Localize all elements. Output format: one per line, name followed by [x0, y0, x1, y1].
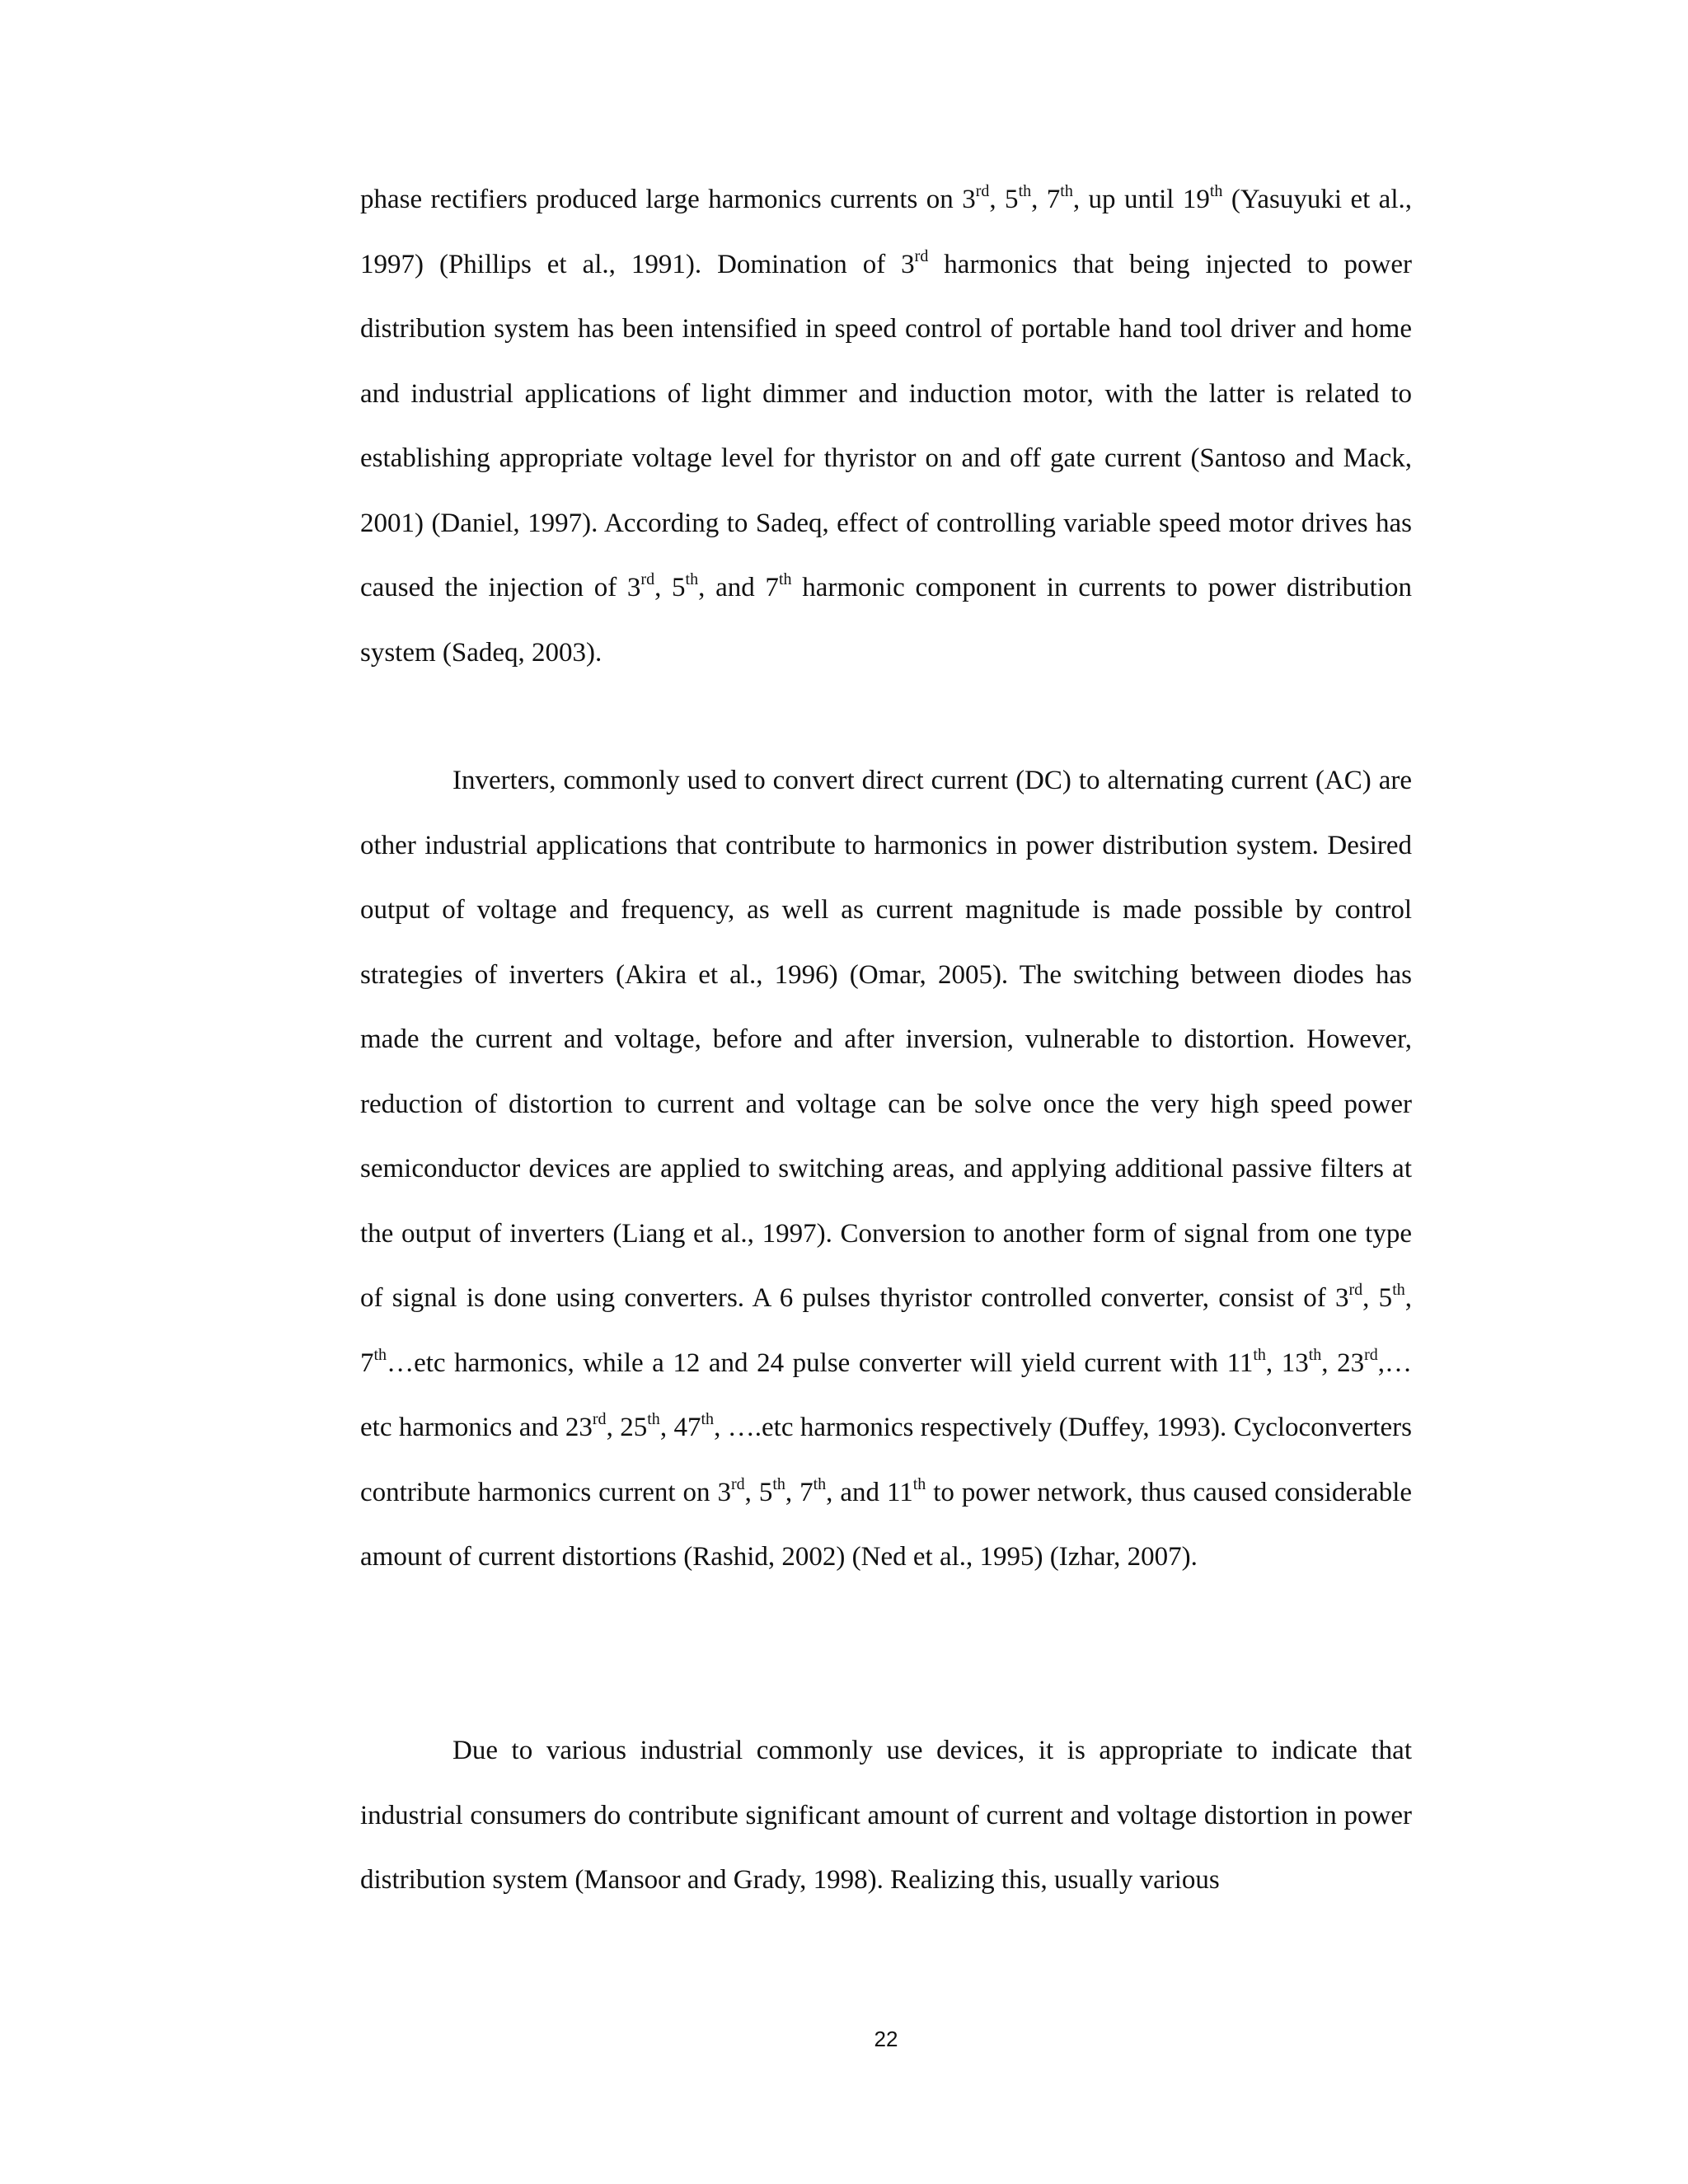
ordinal-superscript: rd: [975, 182, 990, 200]
text-run: , 7: [785, 1477, 814, 1507]
text-run: …etc harmonics, while a 12 and 24 pulse converter will yield current with 11: [387, 1347, 1254, 1378]
text-run: , and 11: [826, 1477, 913, 1507]
ordinal-superscript: rd: [592, 1410, 607, 1428]
ordinal-superscript: th: [647, 1410, 660, 1428]
ordinal-superscript: rd: [914, 246, 929, 265]
ordinal-superscript: rd: [730, 1474, 745, 1493]
text-run: , ….etc harmonics respectively (Duffey, 1993). Cycloconverters contribute harmonics current on 3: [360, 1413, 1412, 1507]
text-run: , 5: [744, 1477, 773, 1507]
text-run: harmonics that being injected to power distribution system has been intensified in speed control of portable hand tool driver and home and industrial applications of light dimmer and induction motor, with the latter is related to establishing appropriate voltage level for thyristor on and off gate current (Santoso and Mack, 2001) (Daniel, 1997). According to Sadeq, effect of controlling variable speed motor drives has caused the injection of 3: [360, 249, 1412, 602]
text-run: phase rectifiers produced large harmonics currents on 3: [360, 185, 976, 214]
ordinal-superscript: rd: [1364, 1345, 1378, 1364]
text-run: , and 7: [698, 573, 779, 602]
text-run: , 5: [989, 185, 1019, 214]
text-run: harmonic component in currents to power distribution system (Sadeq, 2003).: [360, 573, 1412, 668]
ordinal-superscript: rd: [640, 570, 655, 588]
ordinal-superscript: th: [373, 1345, 387, 1364]
ordinal-superscript: th: [1209, 182, 1223, 200]
text-run: , 13: [1265, 1347, 1309, 1378]
text-run: Inverters, commonly used to convert direct current (DC) to alternating current (AC) are other industrial applications that contribute to harmonics in power distribution system. Desired output of voltage and frequency, as well as current magnitude is made possible by control strategies of inverters (Akira et al., 1996) (Omar, 2005). The switching between diodes has made the current and voltage, before and after inversion, vulnerable to distortion. However, reduction of distortion to current and voltage can be solve once the very high speed power semiconductor devices are applied to switching areas, and applying additional passive filters at the output of inverters (Liang et al., 1997). Conversion to another form of signal from one type of signal is done using converters. A 6 pulses thyristor controlled converter, consist of 3: [360, 766, 1412, 1313]
ordinal-superscript: th: [813, 1474, 827, 1493]
text-run: , 25: [606, 1413, 648, 1442]
ordinal-superscript: th: [1060, 182, 1073, 200]
ordinal-superscript: th: [1308, 1345, 1322, 1364]
ordinal-superscript: rd: [1348, 1281, 1363, 1299]
ordinal-superscript: th: [685, 570, 699, 588]
text-run: , 7: [360, 1283, 1412, 1378]
ordinal-superscript: th: [1018, 182, 1032, 200]
text-run: , 23: [1321, 1347, 1365, 1378]
text-run: , 5: [654, 573, 686, 602]
ordinal-superscript: th: [772, 1474, 785, 1493]
text-run: ,…etc harmonics and 23: [360, 1347, 1412, 1442]
text-run: to power network, thus caused considerable amount of current distortions (Rashid, 2002) (Ned et al., 1995) (Izhar, 2007).: [360, 1477, 1413, 1572]
text-run: , up until 19: [1072, 185, 1210, 214]
text-run: Due to various industrial commonly use devices, it is appropriate to indicate that industrial consumers do contribute significant amount of current and voltage distortion in power distribution system (Mansoor and Grady, 1998). Realizing this, usually various: [360, 1736, 1412, 1895]
text-run: , 5: [1362, 1283, 1393, 1313]
ordinal-superscript: th: [1253, 1345, 1266, 1364]
paragraph-industrial-consumers: [360, 1718, 1412, 1913]
text-run: , 47: [659, 1413, 701, 1442]
paragraph-rectifier-harmonics: [360, 167, 1412, 685]
ordinal-superscript: th: [912, 1474, 926, 1493]
ordinal-superscript: th: [1392, 1281, 1405, 1299]
page-number: 22: [874, 2027, 898, 2051]
text-run: , 7: [1031, 185, 1061, 214]
paragraph-inverters-converters: [360, 748, 1412, 1590]
text-run: (Yasuyuki et al., 1997) (Phillips et al., 1991). Domination of 3: [360, 185, 1412, 279]
ordinal-superscript: th: [701, 1410, 715, 1428]
ordinal-superscript: th: [778, 570, 792, 588]
